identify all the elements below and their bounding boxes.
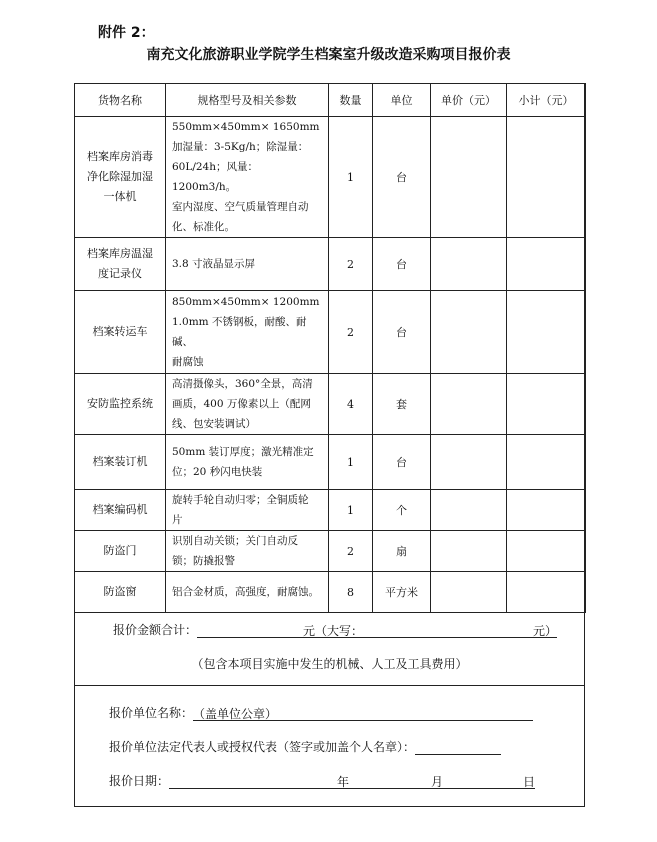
- spec-line: 化、标准化。: [172, 221, 235, 233]
- goods-name-line: 防盗门: [103, 544, 137, 557]
- unit-cell: 台: [373, 238, 431, 291]
- goods-name-line: 档案库房温湿: [87, 247, 153, 260]
- header-quantity: 数量: [329, 84, 373, 117]
- page-title: 南充文化旅游职业学院学生档案室升级改造采购项目报价表: [146, 47, 511, 63]
- subtotal-cell[interactable]: [507, 238, 586, 291]
- goods-name-line: 度记录仪: [98, 267, 142, 280]
- quotation-sheet: [74, 83, 585, 807]
- subtotal-cell[interactable]: [507, 291, 586, 374]
- spec-line: 高清摄像头，360°全景，高清: [172, 378, 313, 390]
- quote-unit-field[interactable]: [193, 705, 533, 721]
- date-label: 报价日期：: [109, 774, 170, 788]
- spec-line: 旋转手轮自动归零；全铜质轮: [172, 494, 309, 506]
- table-row: [75, 531, 586, 572]
- spec-line: 50mm 装订厚度；激光精准定: [172, 446, 314, 458]
- spec-line: 耐腐蚀: [172, 356, 204, 368]
- unit-cell: 扇: [373, 531, 431, 572]
- unit-cell: 套: [373, 374, 431, 435]
- representative-field[interactable]: [415, 739, 501, 755]
- spec-line: 画质，400 万像素以上（配网: [172, 398, 311, 410]
- goods-name-line: 防盗窗: [103, 585, 137, 598]
- table-row: [75, 374, 586, 435]
- goods-name-line: 净化除湿加湿: [87, 170, 153, 183]
- quote-unit-seal: （盖单位公章）: [193, 707, 278, 721]
- spec-cell: [166, 531, 329, 572]
- spec-line: 室内湿度、空气质量管理自动: [172, 201, 309, 213]
- goods-name-cell: [75, 238, 166, 291]
- spec-line: 1.0mm 不锈钢板，耐酸、耐碱、: [172, 316, 307, 348]
- subtotal-cell[interactable]: [507, 374, 586, 435]
- goods-name-line: 档案编码机: [92, 503, 148, 516]
- spec-line: 片: [172, 514, 183, 526]
- summary-note: （包含本项目实施中发生的机械、人工及工具费用）: [191, 657, 468, 671]
- header-subtotal: 小计（元）: [507, 84, 586, 117]
- goods-name-cell: [75, 490, 166, 531]
- spec-line: 加湿量：3-5Kg/h；除湿量：: [172, 141, 309, 153]
- table-row: [75, 117, 586, 238]
- unit-price-cell[interactable]: [431, 531, 507, 572]
- goods-name-line: 档案装订机: [92, 455, 148, 468]
- unit-price-cell[interactable]: [431, 374, 507, 435]
- total-label: 报价金额合计：: [113, 623, 198, 637]
- unit-price-cell[interactable]: [431, 117, 507, 238]
- unit-cell: 台: [373, 435, 431, 490]
- table-row: [75, 291, 586, 374]
- attachment-label: 附件 2：: [98, 25, 155, 41]
- spec-cell: [166, 374, 329, 435]
- header-unit-price: 单价（元）: [431, 84, 507, 117]
- unit-price-cell[interactable]: [431, 238, 507, 291]
- spec-line: 60L/24h；风量：1200m3/h。: [172, 161, 258, 193]
- table-row: [75, 435, 586, 490]
- goods-name-line: 一体机: [103, 190, 137, 203]
- goods-name-cell: [75, 435, 166, 490]
- unit-cell: 台: [373, 291, 431, 374]
- quantity-cell: 1: [329, 490, 373, 531]
- goods-name-cell: [75, 374, 166, 435]
- spec-line: 3.8 寸液晶显示屏: [172, 258, 256, 270]
- unit-price-cell[interactable]: [431, 291, 507, 374]
- total-amount-field[interactable]: [197, 622, 303, 638]
- quantity-cell: 2: [329, 531, 373, 572]
- goods-name-line: 安防监控系统: [87, 397, 153, 410]
- goods-name-cell: [75, 531, 166, 572]
- quantity-cell: 2: [329, 291, 373, 374]
- subtotal-cell[interactable]: [507, 490, 586, 531]
- spec-cell: [166, 238, 329, 291]
- date-field[interactable]: [169, 773, 535, 789]
- quantity-cell: 4: [329, 374, 373, 435]
- subtotal-cell[interactable]: [507, 531, 586, 572]
- table-row: [75, 238, 586, 291]
- unit-price-cell[interactable]: [431, 490, 507, 531]
- spec-line: 850mm×450mm× 1200mm: [172, 296, 320, 308]
- summary-section: [75, 599, 584, 686]
- date-month-label: 月: [431, 775, 444, 789]
- header-goods-name: 货物名称: [75, 84, 166, 117]
- quotation-table: [74, 83, 586, 613]
- date-year-label: 年: [337, 775, 350, 789]
- quantity-cell: 8: [329, 572, 373, 613]
- total-amount-uppercase-field[interactable]: [363, 622, 533, 638]
- spec-cell: [166, 117, 329, 238]
- spec-cell: [166, 490, 329, 531]
- subtotal-cell[interactable]: [507, 435, 586, 490]
- goods-name-line: 档案库房消毒: [87, 150, 153, 163]
- goods-name-line: 档案转运车: [92, 325, 148, 338]
- unit-cell: 个: [373, 490, 431, 531]
- representative-label: 报价单位法定代表人或授权代表（签字或加盖个人名章）：: [109, 740, 416, 754]
- subtotal-cell[interactable]: [507, 117, 586, 238]
- spec-line: 550mm×450mm× 1650mm: [172, 121, 320, 133]
- spec-line: 铝合金材质，高强度，耐腐蚀。: [172, 586, 319, 598]
- unit-price-cell[interactable]: [431, 435, 507, 490]
- spec-cell: [166, 435, 329, 490]
- table-header-row: [75, 84, 586, 117]
- spec-line: 识别自动关锁；关门自动反: [172, 535, 298, 547]
- unit-cell: 平方米: [373, 572, 431, 613]
- table-row: [75, 490, 586, 531]
- spec-cell: [166, 291, 329, 374]
- goods-name-cell: [75, 291, 166, 374]
- spec-line: 锁；防撬报警: [172, 555, 235, 567]
- quantity-cell: 1: [329, 117, 373, 238]
- goods-name-cell: [75, 117, 166, 238]
- date-day-label: 日: [523, 775, 536, 789]
- spec-line: 线、包安装调试）: [172, 418, 256, 430]
- header-spec: 规格型号及相关参数: [166, 84, 329, 117]
- yuan-label: 元（大写：: [303, 624, 364, 638]
- quantity-cell: 1: [329, 435, 373, 490]
- yuan-end-label: 元）: [533, 624, 558, 638]
- spec-line: 位；20 秒闪电快装: [172, 466, 263, 478]
- header-unit: 单位: [373, 84, 431, 117]
- unit-cell: 台: [373, 117, 431, 238]
- quote-unit-label: 报价单位名称：: [109, 706, 194, 720]
- quantity-cell: 2: [329, 238, 373, 291]
